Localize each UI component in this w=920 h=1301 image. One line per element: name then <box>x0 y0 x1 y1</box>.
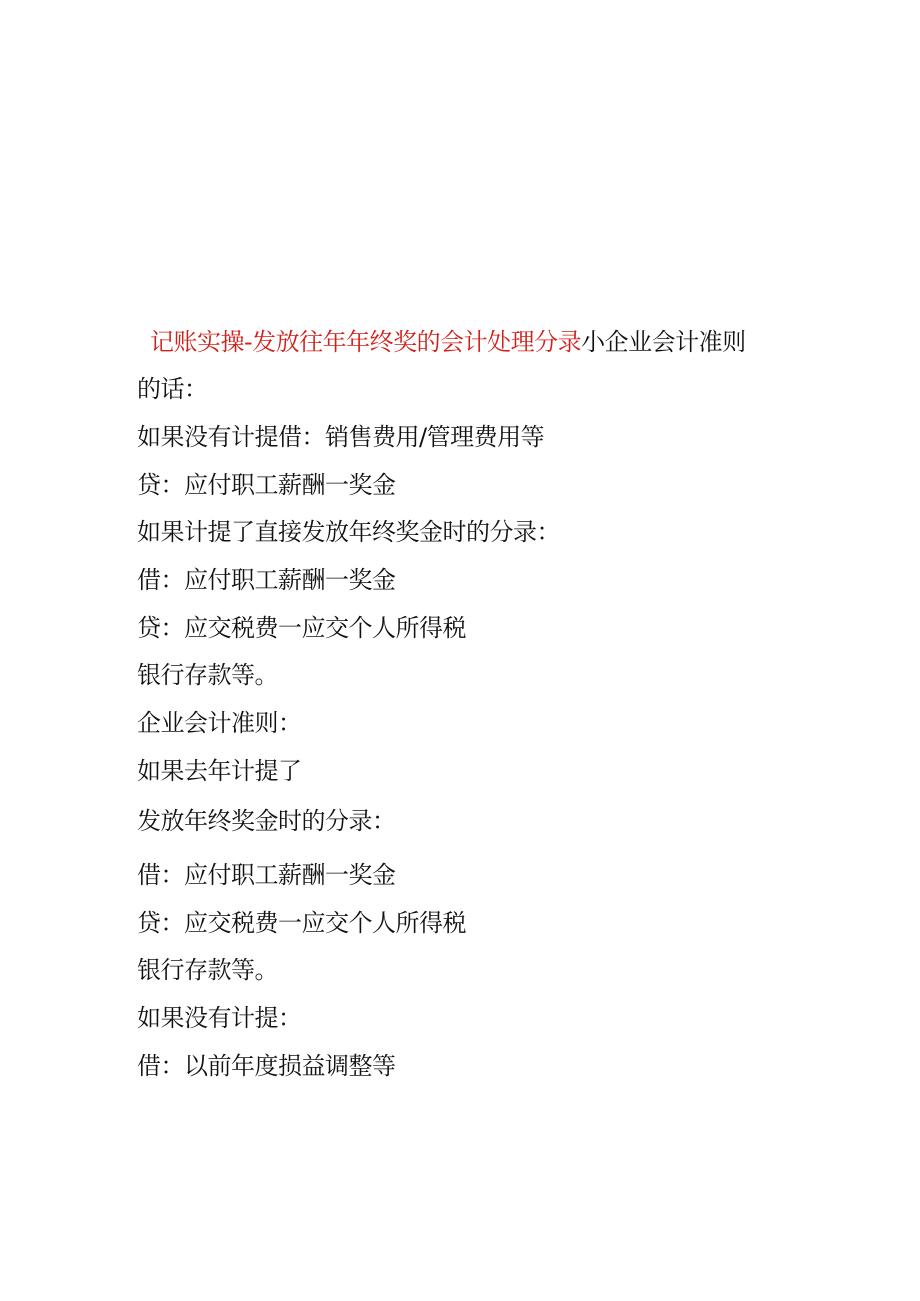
text-line: 的话： <box>137 375 208 403</box>
title-suffix: 小企业会计准则 <box>581 328 746 356</box>
text-line: 贷：应交税费一应交个人所得税 <box>137 614 466 642</box>
text-line: 银行存款等。 <box>137 956 278 984</box>
text-line: 银行存款等。 <box>137 661 278 689</box>
text-line: 如果没有计提： <box>137 1004 302 1032</box>
text-line: 借：应付职工薪酬一奖金 <box>137 566 396 594</box>
text-line: 发放年终奖金时的分录： <box>137 807 396 835</box>
text-line: 如果去年计提了 <box>137 757 302 785</box>
text-line: 贷：应付职工薪酬一奖金 <box>137 471 396 499</box>
text-line: 贷：应交税费一应交个人所得税 <box>137 909 466 937</box>
text-line: 如果计提了直接发放年终奖金时的分录： <box>137 518 560 546</box>
text-line: 企业会计准则： <box>137 709 302 737</box>
text-line: 借：应付职工薪酬一奖金 <box>137 861 396 889</box>
text-line: 借：以前年度损益调整等 <box>137 1052 396 1080</box>
text-line: 如果没有计提借：销售费用/管理费用等 <box>137 423 545 451</box>
document-title <box>150 327 746 357</box>
title-highlight: 记账实操-发放往年年终奖的会计处理分录 <box>150 328 582 356</box>
